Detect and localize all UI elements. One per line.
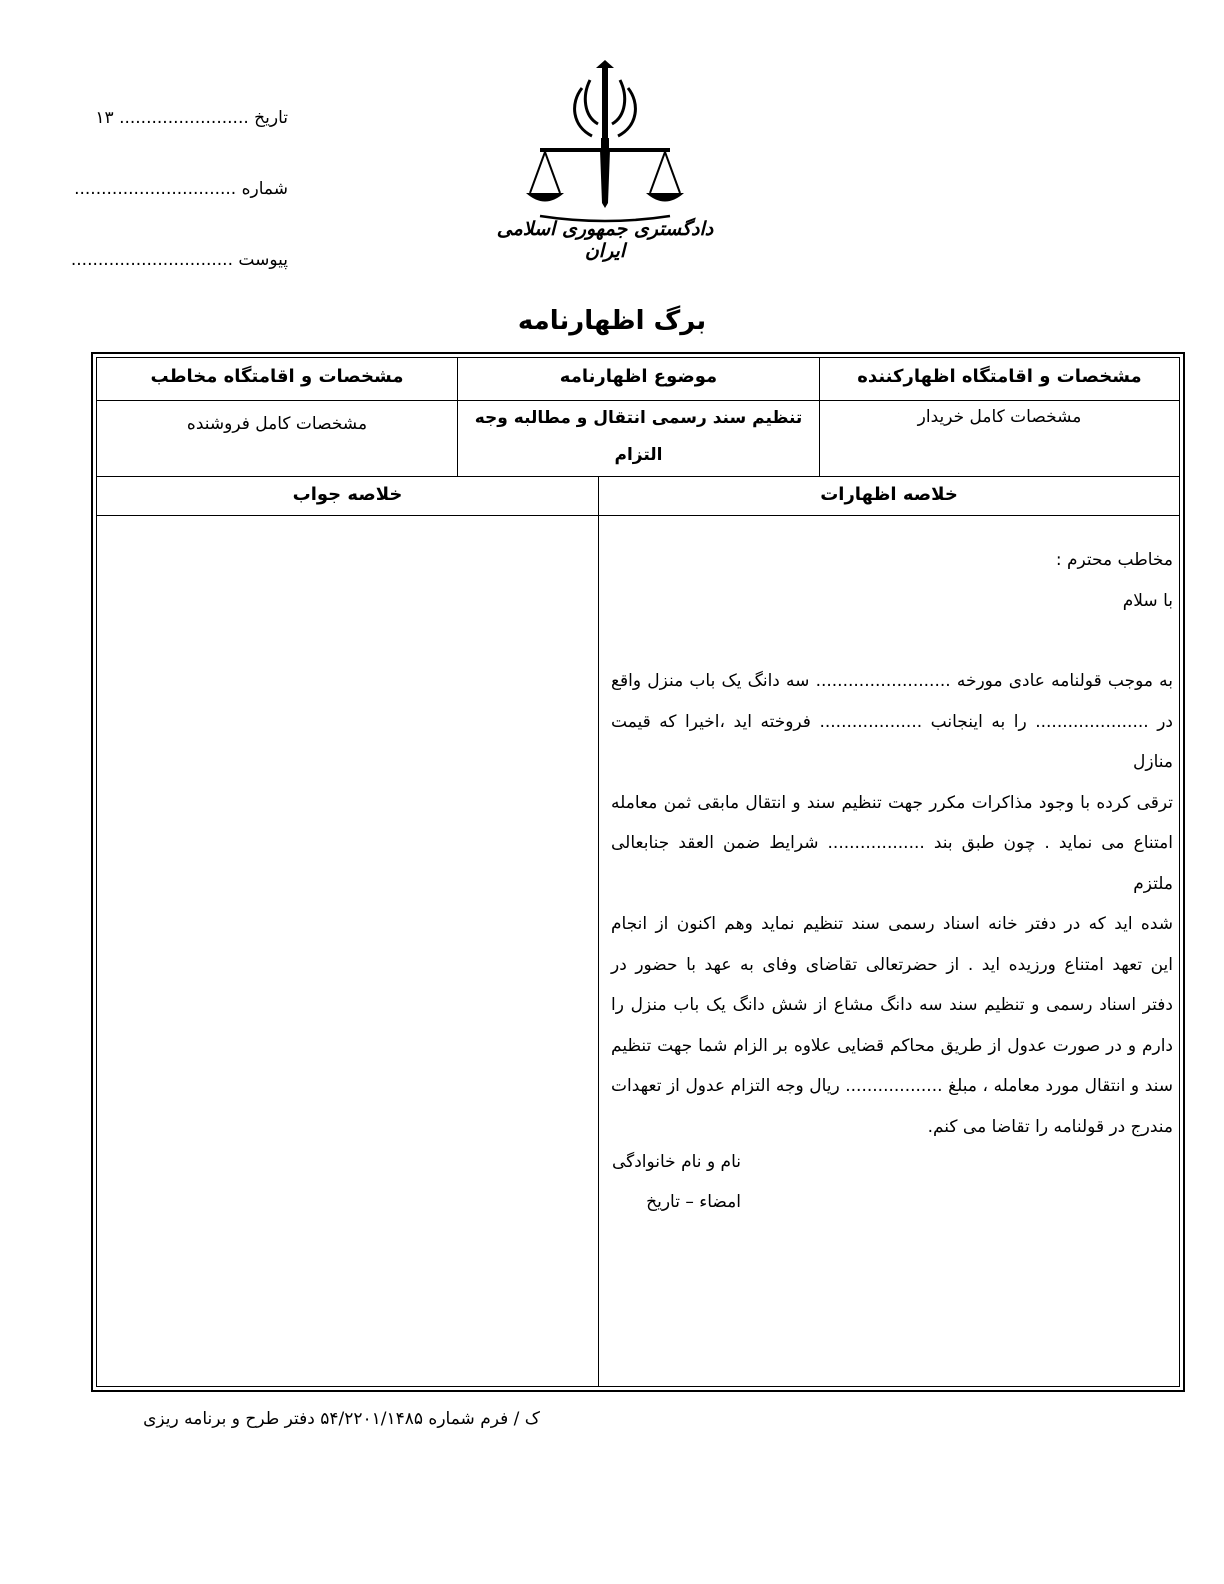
header-addressee: مشخصات و اقامتگاه مخاطب	[150, 366, 404, 387]
statement-line: شده اید که در دفتر خانه اسناد رسمی سند تنظیم نماید وهم اکنون از انجام	[611, 914, 1173, 934]
reply-header: خلاصه جواب	[292, 484, 403, 505]
addressee-value: مشخصات کامل فروشنده	[186, 414, 368, 434]
number-label: شماره	[241, 179, 288, 199]
name-label: نام و نام خانوادگی	[611, 1152, 741, 1172]
subject-value-line1: تنظیم سند رسمی انتقال و مطالبه وجه	[474, 408, 803, 428]
attachment-dots: ..............................	[70, 250, 233, 270]
row-divider-3	[96, 515, 1179, 516]
statement-line: در ..................... را به اینجانب ................... فروخته اید ،اخیرا که قیمت منازل	[611, 711, 1173, 772]
statement-line: این تعهد امتناع ورزیده اید . از حضرتعالی تقاضای وفای به عهد با حضور در	[611, 954, 1173, 975]
date-field	[95, 108, 288, 128]
row-divider-1	[96, 400, 1179, 401]
signature-label: امضاء – تاریخ	[646, 1192, 741, 1212]
date-dots: ........................	[119, 108, 249, 128]
greeting-line: مخاطب محترم :	[1055, 550, 1173, 570]
col-divider-3	[598, 476, 599, 1386]
emblem-caption: دادگستری جمهوری اسلامی ایران	[496, 218, 714, 262]
signature-line	[611, 1192, 1173, 1212]
attachment-label: پیوست	[238, 250, 288, 270]
declarant-value: مشخصات کامل خریدار	[917, 407, 1082, 427]
subject-value-line2: التزام	[614, 445, 663, 465]
judiciary-emblem-icon	[520, 58, 690, 233]
header-subject: موضوع اظهارنامه	[559, 366, 718, 387]
statement-line: به موجب قولنامه عادی مورخه ......................... سه دانگ یک باب منزل واقع	[611, 671, 1173, 691]
salutation-line: با سلام	[1122, 590, 1173, 611]
statements-body	[611, 540, 1173, 1147]
name-line	[611, 1152, 1173, 1172]
date-label: تاریخ	[254, 108, 288, 128]
statement-line: دارم و در صورت عدول از طریق محاکم قضایی علاوه بر الزام شما جهت تنظیم	[611, 1035, 1173, 1056]
statement-line: امتناع می نماید . چون طبق بند .................. شرایط ضمن العقد جنابعالی ملتزم	[611, 833, 1173, 894]
header-declarant: مشخصات و اقامتگاه اظهارکننده	[857, 366, 1142, 387]
form-footer: ک / فرم شماره ۵۴/۲۲۰۱/۱۴۸۵ دفتر طرح و برنامه ریزی	[143, 1409, 540, 1429]
date-value: ۱۳	[95, 108, 114, 128]
statement-line: دفتر اسناد رسمی و تنظیم سند سه دانگ مشاع از شش دانگ یک باب منزل را	[611, 995, 1173, 1015]
number-field	[74, 179, 288, 199]
statements-header: خلاصه اظهارات	[820, 484, 958, 505]
statement-last-line: مندرج در قولنامه را تقاضا می کنم.	[927, 1116, 1173, 1137]
page-title: برگ اظهارنامه	[517, 306, 707, 336]
row-divider-2	[96, 476, 1179, 477]
attachment-field	[70, 250, 288, 270]
number-dots: ..............................	[74, 179, 237, 199]
statement-line: سند و انتقال مورد معامله ، مبلغ .................. ریال وجه التزام عدول از تعهدات	[611, 1076, 1173, 1096]
statement-line: ترقی کرده با وجود مذاکرات مکرر جهت تنظیم سند و انتقال مابقی ثمن معامله	[611, 792, 1173, 813]
